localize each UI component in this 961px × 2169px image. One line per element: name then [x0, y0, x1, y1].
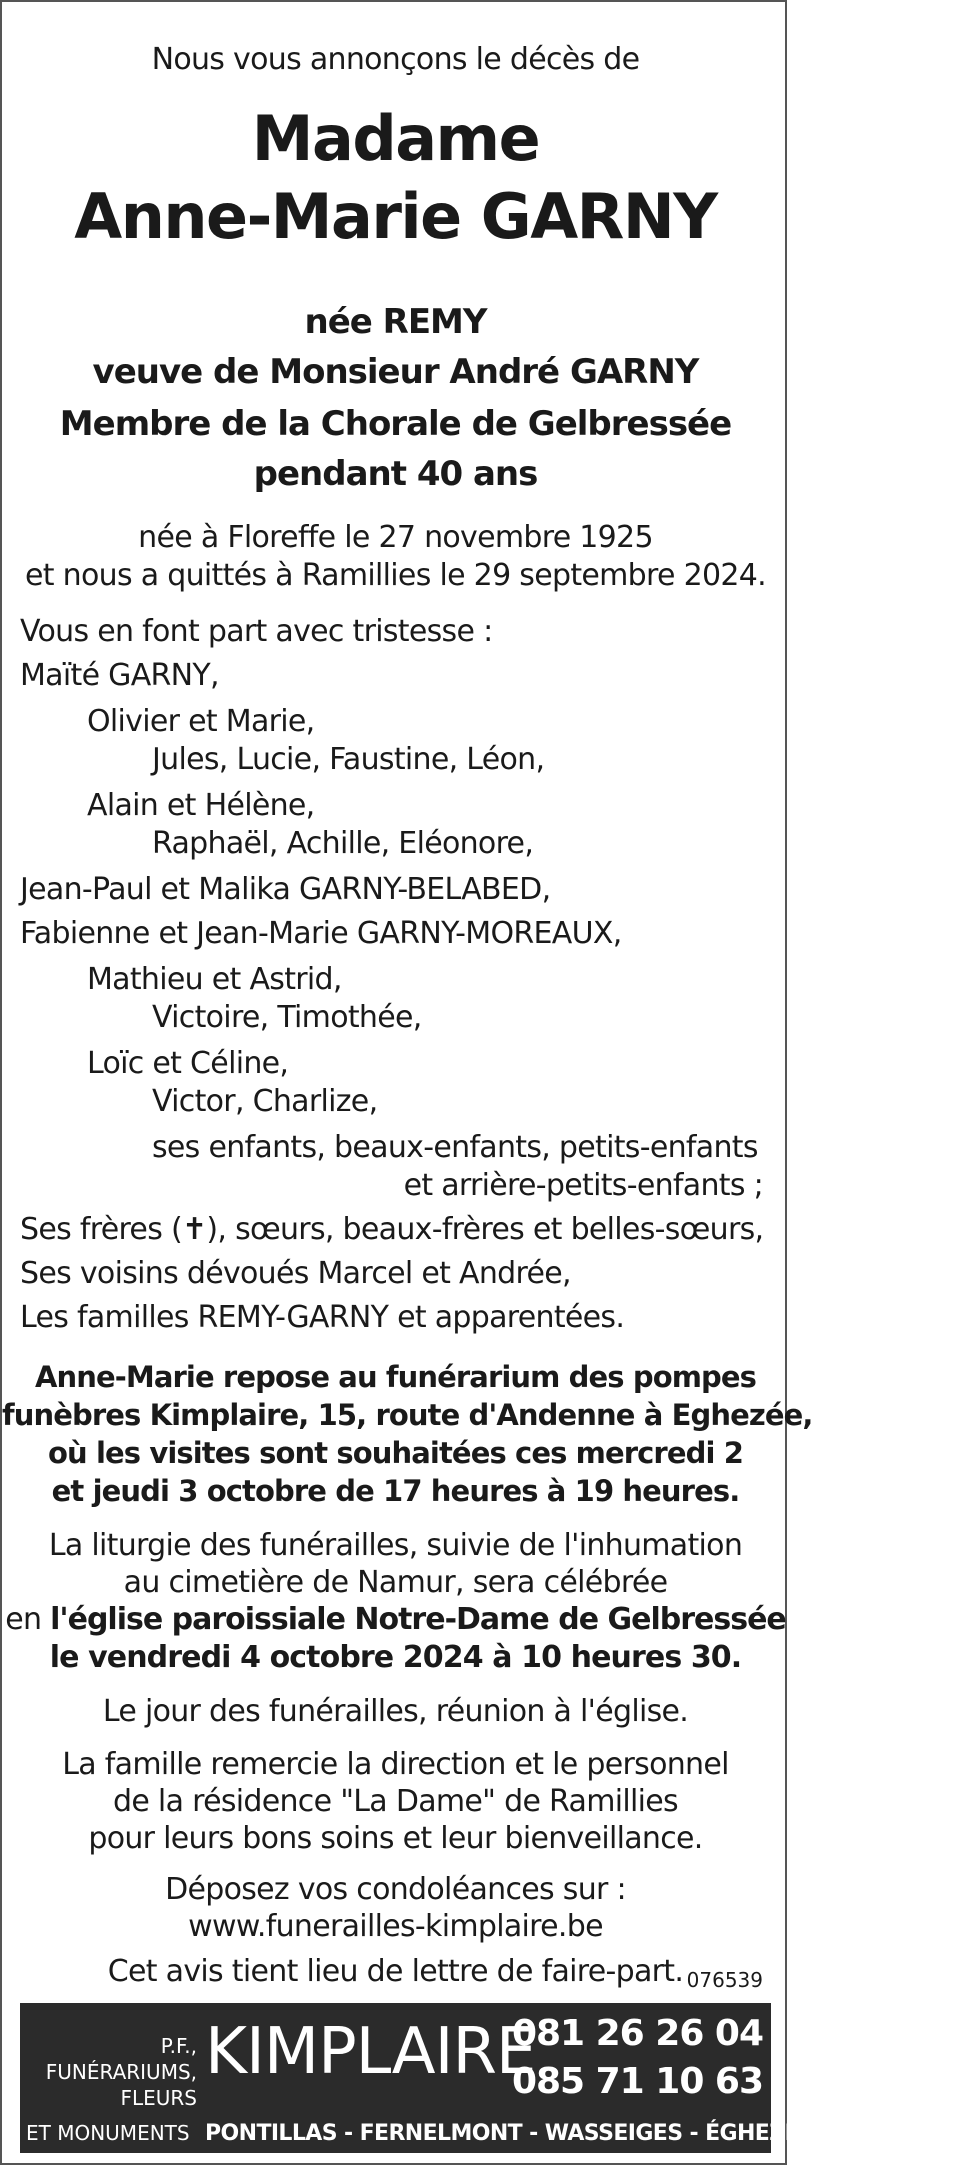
- family-line: Vous en font part avec tristesse :: [20, 614, 493, 649]
- liturgy-line: La liturgie des funérailles, suivie de l'inhumation: [48, 1528, 743, 1563]
- reunion-line: Le jour des funérailles, réunion à l'église.: [102, 1694, 689, 1729]
- title-line-1: Madame: [251, 102, 540, 175]
- birth-line: née à Floreffe le 27 novembre 1925: [138, 520, 653, 555]
- condolences-url[interactable]: www.funerailles-kimplaire.be: [188, 1909, 603, 1944]
- notice-line: Cet avis tient lieu de lettre de faire-part.: [107, 1954, 684, 1989]
- funeral-date: le vendredi 4 octobre 2024 à 10 heures 30.: [49, 1640, 742, 1675]
- family-line: Raphaël, Achille, Eléonore,: [152, 826, 534, 861]
- thanks-line: La famille remercie la direction et le personnel: [62, 1747, 729, 1782]
- family-line: Fabienne et Jean-Marie GARNY-MOREAUX,: [20, 916, 622, 951]
- family-line: Jules, Lucie, Faustine, Léon,: [152, 742, 545, 777]
- family-line: Mathieu et Astrid,: [87, 962, 342, 997]
- service-line: P.F.,: [160, 2034, 197, 2058]
- family-line: Ses voisins dévoués Marcel et Andrée,: [20, 1256, 571, 1291]
- maiden-name: née REMY: [304, 302, 487, 342]
- phone-number-2: 085 71 10 63: [511, 2061, 763, 2102]
- towns-list: PONTILLAS - FERNELMONT - WASSEIGES - ÉGHEZÉE - BURDINNE: [205, 2121, 961, 2146]
- family-line: ses enfants, beaux-enfants, petits-enfants: [152, 1130, 758, 1165]
- thanks-line: pour leurs bons soins et leur bienveillance.: [88, 1821, 703, 1856]
- service-line: FUNÉRARIUMS,: [45, 2060, 197, 2084]
- title-line-2: Anne-Marie GARNY: [74, 180, 717, 253]
- condolences-label: Déposez vos condoléances sur :: [165, 1872, 626, 1907]
- family-line: Maïté GARNY,: [20, 658, 219, 693]
- family-line: et arrière-petits-enfants ;: [403, 1168, 763, 1203]
- family-line: Victor, Charlize,: [152, 1084, 378, 1119]
- family-line: Victoire, Timothée,: [152, 1000, 422, 1035]
- church-name: l'église paroissiale Notre-Dame de Gelbressée: [50, 1602, 786, 1637]
- service-line: ET MONUMENTS: [26, 2121, 190, 2145]
- liturgy-prefix: en: [5, 1602, 51, 1637]
- repose-line: Anne-Marie repose au funérarium des pompes: [34, 1360, 757, 1394]
- family-line: Loïc et Céline,: [87, 1046, 289, 1081]
- intro-text: Nous vous annonçons le décès de: [151, 42, 640, 77]
- liturgy-line: [2, 1602, 789, 1637]
- death-line: et nous a quittés à Ramillies le 29 septembre 2024.: [25, 558, 766, 593]
- family-line: Ses frères (✝), sœurs, beaux-frères et belles-sœurs,: [20, 1212, 764, 1247]
- thanks-line: de la résidence "La Dame" de Ramillies: [113, 1784, 678, 1819]
- family-line: Olivier et Marie,: [87, 704, 315, 739]
- repose-line: et jeudi 3 octobre de 17 heures à 19 heures.: [51, 1474, 740, 1508]
- family-line: Alain et Hélène,: [87, 788, 315, 823]
- services-list: [46, 2033, 197, 2111]
- widow-of: veuve de Monsieur André GARNY: [92, 352, 699, 392]
- choir-duration: pendant 40 ans: [253, 454, 538, 494]
- repose-line: funèbres Kimplaire, 15, route d'Andenne à Eghezée,: [2, 1398, 813, 1432]
- service-line: FLEURS: [120, 2086, 197, 2110]
- family-line: Les familles REMY-GARNY et apparentées.: [20, 1300, 625, 1335]
- phone-number-1: 081 26 26 04: [511, 2013, 763, 2054]
- repose-line: où les visites sont souhaitées ces mercredi 2: [48, 1436, 743, 1470]
- reference-number: 076539: [686, 1968, 763, 1992]
- family-line: Jean-Paul et Malika GARNY-BELABED,: [20, 872, 551, 907]
- choir-member: Membre de la Chorale de Gelbressée: [59, 404, 732, 444]
- brand-name: KIMPLAIRE: [205, 2015, 536, 2089]
- funeral-home-banner: [20, 2003, 961, 2153]
- liturgy-line: au cimetière de Namur, sera célébrée: [123, 1565, 668, 1600]
